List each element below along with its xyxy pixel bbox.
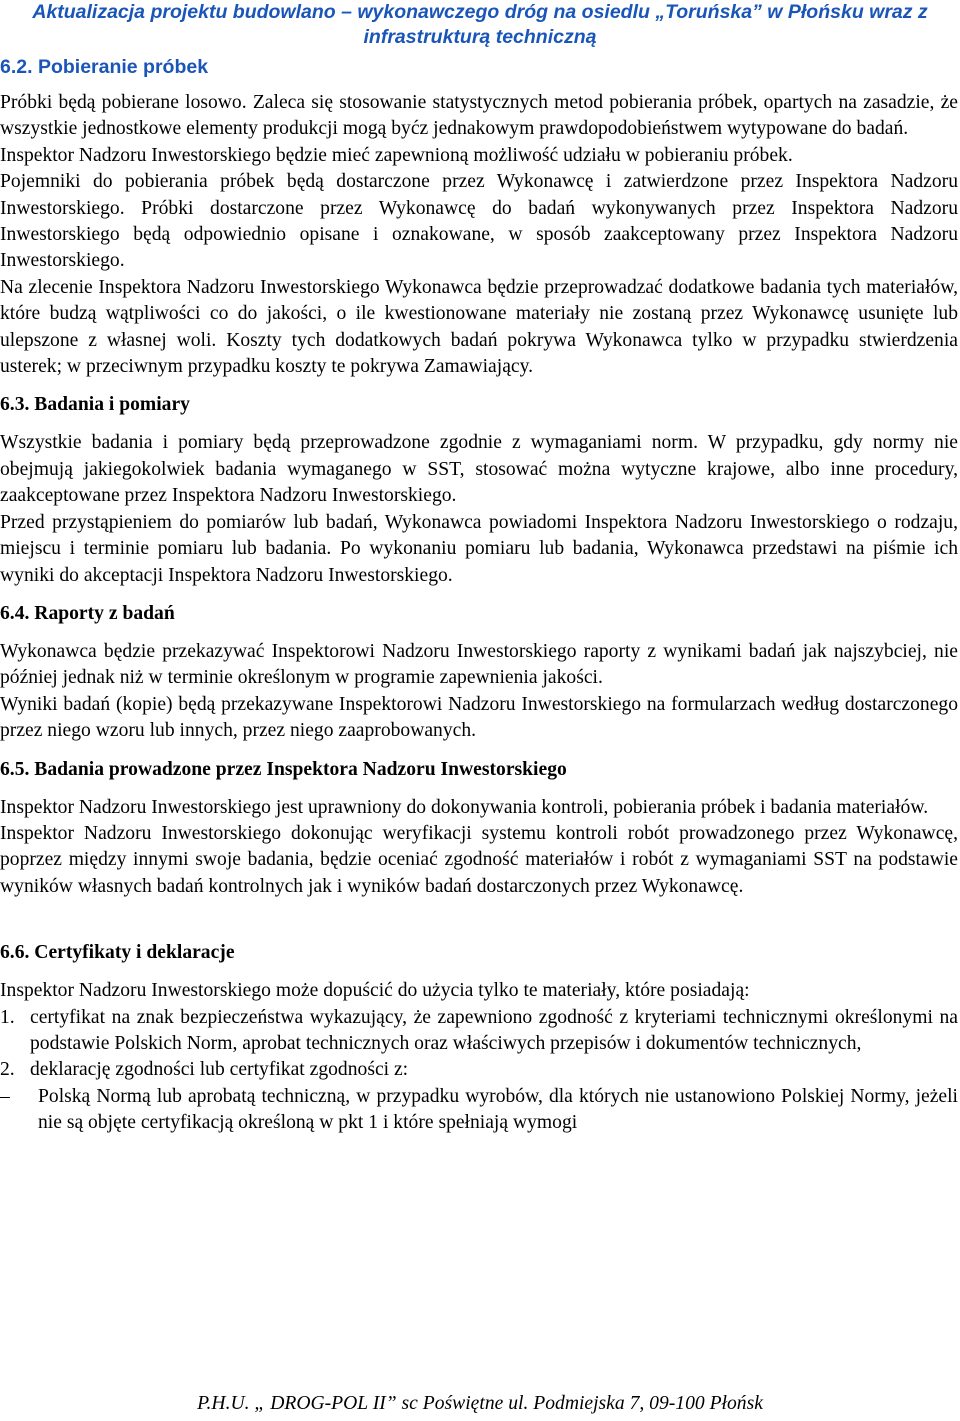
page-footer: P.H.U. „ DROG-POL II” sc Poświętne ul. Podmiejska 7, 09-100 Płońsk <box>197 1393 763 1414</box>
paragraph-6-3-1: Wszystkie badania i pomiary będą przeprowadzone zgodnie z wymaganiami norm. W przypadku, gdy normy nie obejmują jakiegokolwiek badania wymaganego w SST, stosować można wytyczne krajowe, albo inne procedury, zaakceptowane przez Inspektora Nadzoru Inwestorskiego. <box>0 432 958 507</box>
paragraph-6-4-2: Wyniki badań (kopie) będą przekazywane Inspektorowi Nadzoru Inwestorskiego na formularzach według dostarczonego przez niego wzoru lub innych, przez niego zaaprobowanych. <box>0 693 958 742</box>
sub-list <box>0 1084 958 1137</box>
sub-list-item <box>0 1084 958 1137</box>
list-item-number: 2. <box>0 1059 15 1081</box>
list-item-text: deklarację zgodności lub certyfikat zgodności z: <box>30 1059 409 1081</box>
paragraph-6-4-1: Wykonawca będzie przekazywać Inspektorowi Nadzoru Inwestorskiego raporty z wynikami badań jak najszybciej, nie później jednak niż w terminie określonym w programie zapewnienia jakości. <box>0 640 958 689</box>
dash-marker: – <box>0 1085 10 1107</box>
paragraph-6-2-4: Na zlecenie Inspektora Nadzoru Inwestorskiego Wykonawca będzie przeprowadzać dodatkowe badania tych materiałów, które budzą wątpliwości co do jakości, o ile kwestionowane materiały nie zostaną przez Wykonawcę usunięte lub ulepszone z własnej woli. Koszty tych dodatkowych badań pokrywa Wykonawca tylko w przypadku stwierdzenia usterek; w przeciwnym przypadku koszty te pokrywa Zamawiający. <box>0 276 958 378</box>
section-title-6-6: 6.6. Certyfikaty i deklaracje <box>0 942 235 964</box>
header-line-1: Aktualizacja projektu budowlano – wykonawczego dróg na osiedlu „Toruńska” w Płońsku wraz z <box>32 1 928 23</box>
page-content <box>0 54 958 1137</box>
header-line-2: infrastrukturą techniczną <box>363 26 597 48</box>
list-item-text: certyfikat na znak bezpieczeństwa wykazujący, że zapewniono zgodność z kryteriami technicznymi określonymi na podstawie Polskich Norm, aprobat technicznych oraz właściwych przepisów i dokumentów technicznych, <box>30 1006 958 1054</box>
paragraph-6-2-2: Inspektor Nadzoru Inwestorskiego będzie mieć zapewnioną możliwość udziału w pobieraniu próbek. <box>0 144 793 166</box>
sub-list-item-text: Polską Normą lub aprobatą techniczną, w przypadku wyrobów, dla których nie ustanowiono Polskiej Normy, jeżeli nie są objęte certyfikacją określoną w pkt 1 i które spełniają wymogi <box>38 1085 958 1134</box>
list-item <box>0 1057 958 1083</box>
requirements-list <box>0 1005 958 1084</box>
section-title-6-3: 6.3. Badania i pomiary <box>0 394 190 416</box>
list-item-number: 1. <box>0 1006 15 1028</box>
paragraph-6-5-2: Inspektor Nadzoru Inwestorskiego dokonując weryfikacji systemu kontroli robót prowadzonego przez Wykonawcę, poprzez między innymi swoje badania, będzie oceniać zgodność materiałów i robót z wymaganiami SST na podstawie wyników własnych badań kontrolnych jak i wyników badań dostarczonych przez Wykonawcę. <box>0 822 958 897</box>
paragraph-6-3-2: Przed przystąpieniem do pomiarów lub badań, Wykonawca powiadomi Inspektora Nadzoru Inwestorskiego o rodzaju, miejscu i terminie pomiaru lub badania. Po wykonaniu pomiaru lub badania, Wykonawca przedstawi na piśmie ich wyniki do akceptacji Inspektora Nadzoru Inwestorskiego. <box>0 511 958 586</box>
running-header <box>0 0 960 50</box>
paragraph-6-2-1: Próbki będą pobierane losowo. Zaleca się stosowanie statystycznych metod pobierania próbek, opartych na zasadzie, że wszystkie jednostkowe elementy produkcji mogą byćz jednakowym prawdopodobieństwem wytypowane do badań. <box>0 92 958 140</box>
section-title-6-4: 6.4. Raporty z badań <box>0 602 175 624</box>
paragraph-6-2-3: Pojemniki do pobierania próbek będą dostarczone przez Wykonawcę i zatwierdzone przez Inspektora Nadzoru Inwestorskiego. Próbki dostarczone przez Wykonawcę do badań wykonywanych przez Inspektora Nadzoru Inwestorskiego będą odpowiednio opisane i oznakowane, w sposób zaakceptowany przez Inspektora Nadzoru Inwestorskiego. <box>0 171 958 272</box>
section-title-6-5: 6.5. Badania prowadzone przez Inspektora Nadzoru Inwestorskiego <box>0 758 567 780</box>
paragraph-6-5-1: Inspektor Nadzoru Inwestorskiego jest uprawniony do dokonywania kontroli, pobierania próbek i badania materiałów. <box>0 796 929 818</box>
section-title-6-2: 6.2. Pobieranie próbek <box>0 56 209 78</box>
list-item <box>0 1005 958 1058</box>
paragraph-6-6-1: Inspektor Nadzoru Inwestorskiego może dopuścić do użycia tylko te materiały, które posiadają: <box>0 980 750 1002</box>
